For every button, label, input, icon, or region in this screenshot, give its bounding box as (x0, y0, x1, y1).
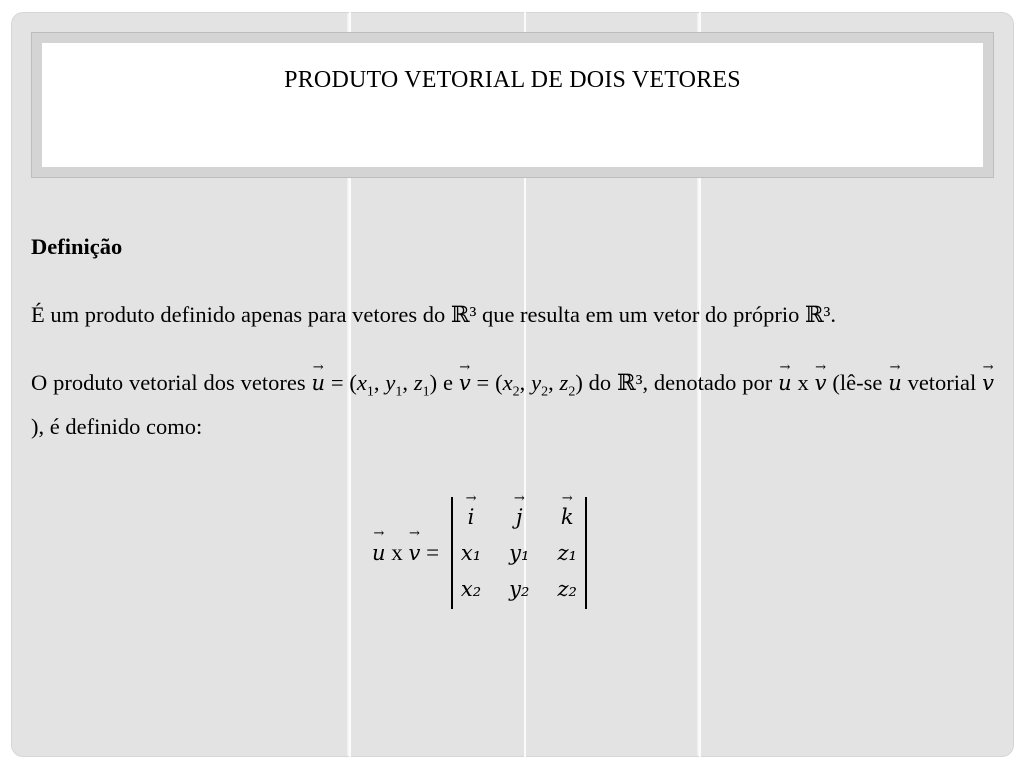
var-y: y (385, 370, 396, 395)
text-segment: ) e (429, 370, 459, 395)
subscript: 2 (541, 384, 549, 400)
text-segment: , (519, 370, 532, 395)
title-box (42, 43, 983, 167)
vector-v: → v (982, 366, 994, 400)
paragraph-definition: É um produto definido apenas para vetores do ℝ³ que resulta em um vetor do próprio ℝ³. (31, 302, 837, 327)
formula-vector-v: → v (409, 541, 421, 565)
var-y: y (531, 370, 542, 395)
cross-product-formula (372, 494, 587, 612)
text-segment: O produto vetorial dos vetores (31, 370, 312, 395)
text-segment: = ( (470, 370, 503, 395)
subscript: 2 (512, 384, 520, 400)
var-x: x (502, 370, 513, 395)
slide-content (31, 230, 994, 444)
slide-title: PRODUTO VETORIAL DE DOIS VETORES (284, 67, 741, 93)
definition-heading: Definição (31, 234, 123, 259)
var-z: z (559, 370, 569, 395)
unit-vector-k: → k (561, 505, 574, 529)
matrix-row (459, 499, 579, 535)
unit-vector-i: → i (468, 505, 475, 529)
var-z: z (413, 370, 423, 395)
vector-v: → v (815, 366, 827, 400)
text-segment: , (548, 370, 560, 395)
matrix-cell: y₁ (509, 541, 530, 565)
matrix-cell: y₂ (509, 577, 530, 601)
matrix-row (459, 571, 579, 607)
matrix-cell: x₂ (460, 577, 482, 601)
vector-u: → u (888, 366, 902, 400)
formula-times: x (385, 540, 409, 565)
text-segment: ), é definido como: (31, 413, 203, 439)
matrix-cell: z₂ (557, 577, 577, 601)
text-segment: , (402, 370, 414, 395)
text-segment: vetorial (901, 370, 983, 395)
unit-vector-j: → j (516, 505, 523, 529)
matrix-row (459, 535, 579, 571)
vector-v: → v (459, 366, 471, 400)
subscript: 2 (568, 384, 576, 400)
vector-u: → u (311, 366, 325, 400)
matrix-cell (459, 499, 495, 535)
formula-equals: = (420, 540, 445, 565)
determinant-matrix (451, 497, 587, 609)
paragraph-cross-product (31, 366, 994, 444)
matrix-cell: z₁ (557, 541, 577, 565)
title-frame (31, 32, 994, 178)
text-segment: = ( (325, 370, 357, 395)
matrix-cell (495, 499, 543, 535)
text-segment: , (373, 370, 386, 395)
matrix-cell (543, 499, 578, 535)
subscript: 1 (395, 384, 403, 400)
text-segment: x (791, 370, 815, 395)
subscript: 1 (366, 384, 374, 400)
formula-vector-u: → u (372, 541, 386, 565)
text-segment: ) do ℝ³, denotado por (575, 370, 779, 395)
subscript: 1 (422, 384, 430, 400)
text-segment: (lê-se (826, 370, 889, 395)
vector-u: → u (778, 366, 792, 400)
var-x: x (356, 370, 367, 395)
matrix-cell: x₁ (460, 541, 482, 565)
